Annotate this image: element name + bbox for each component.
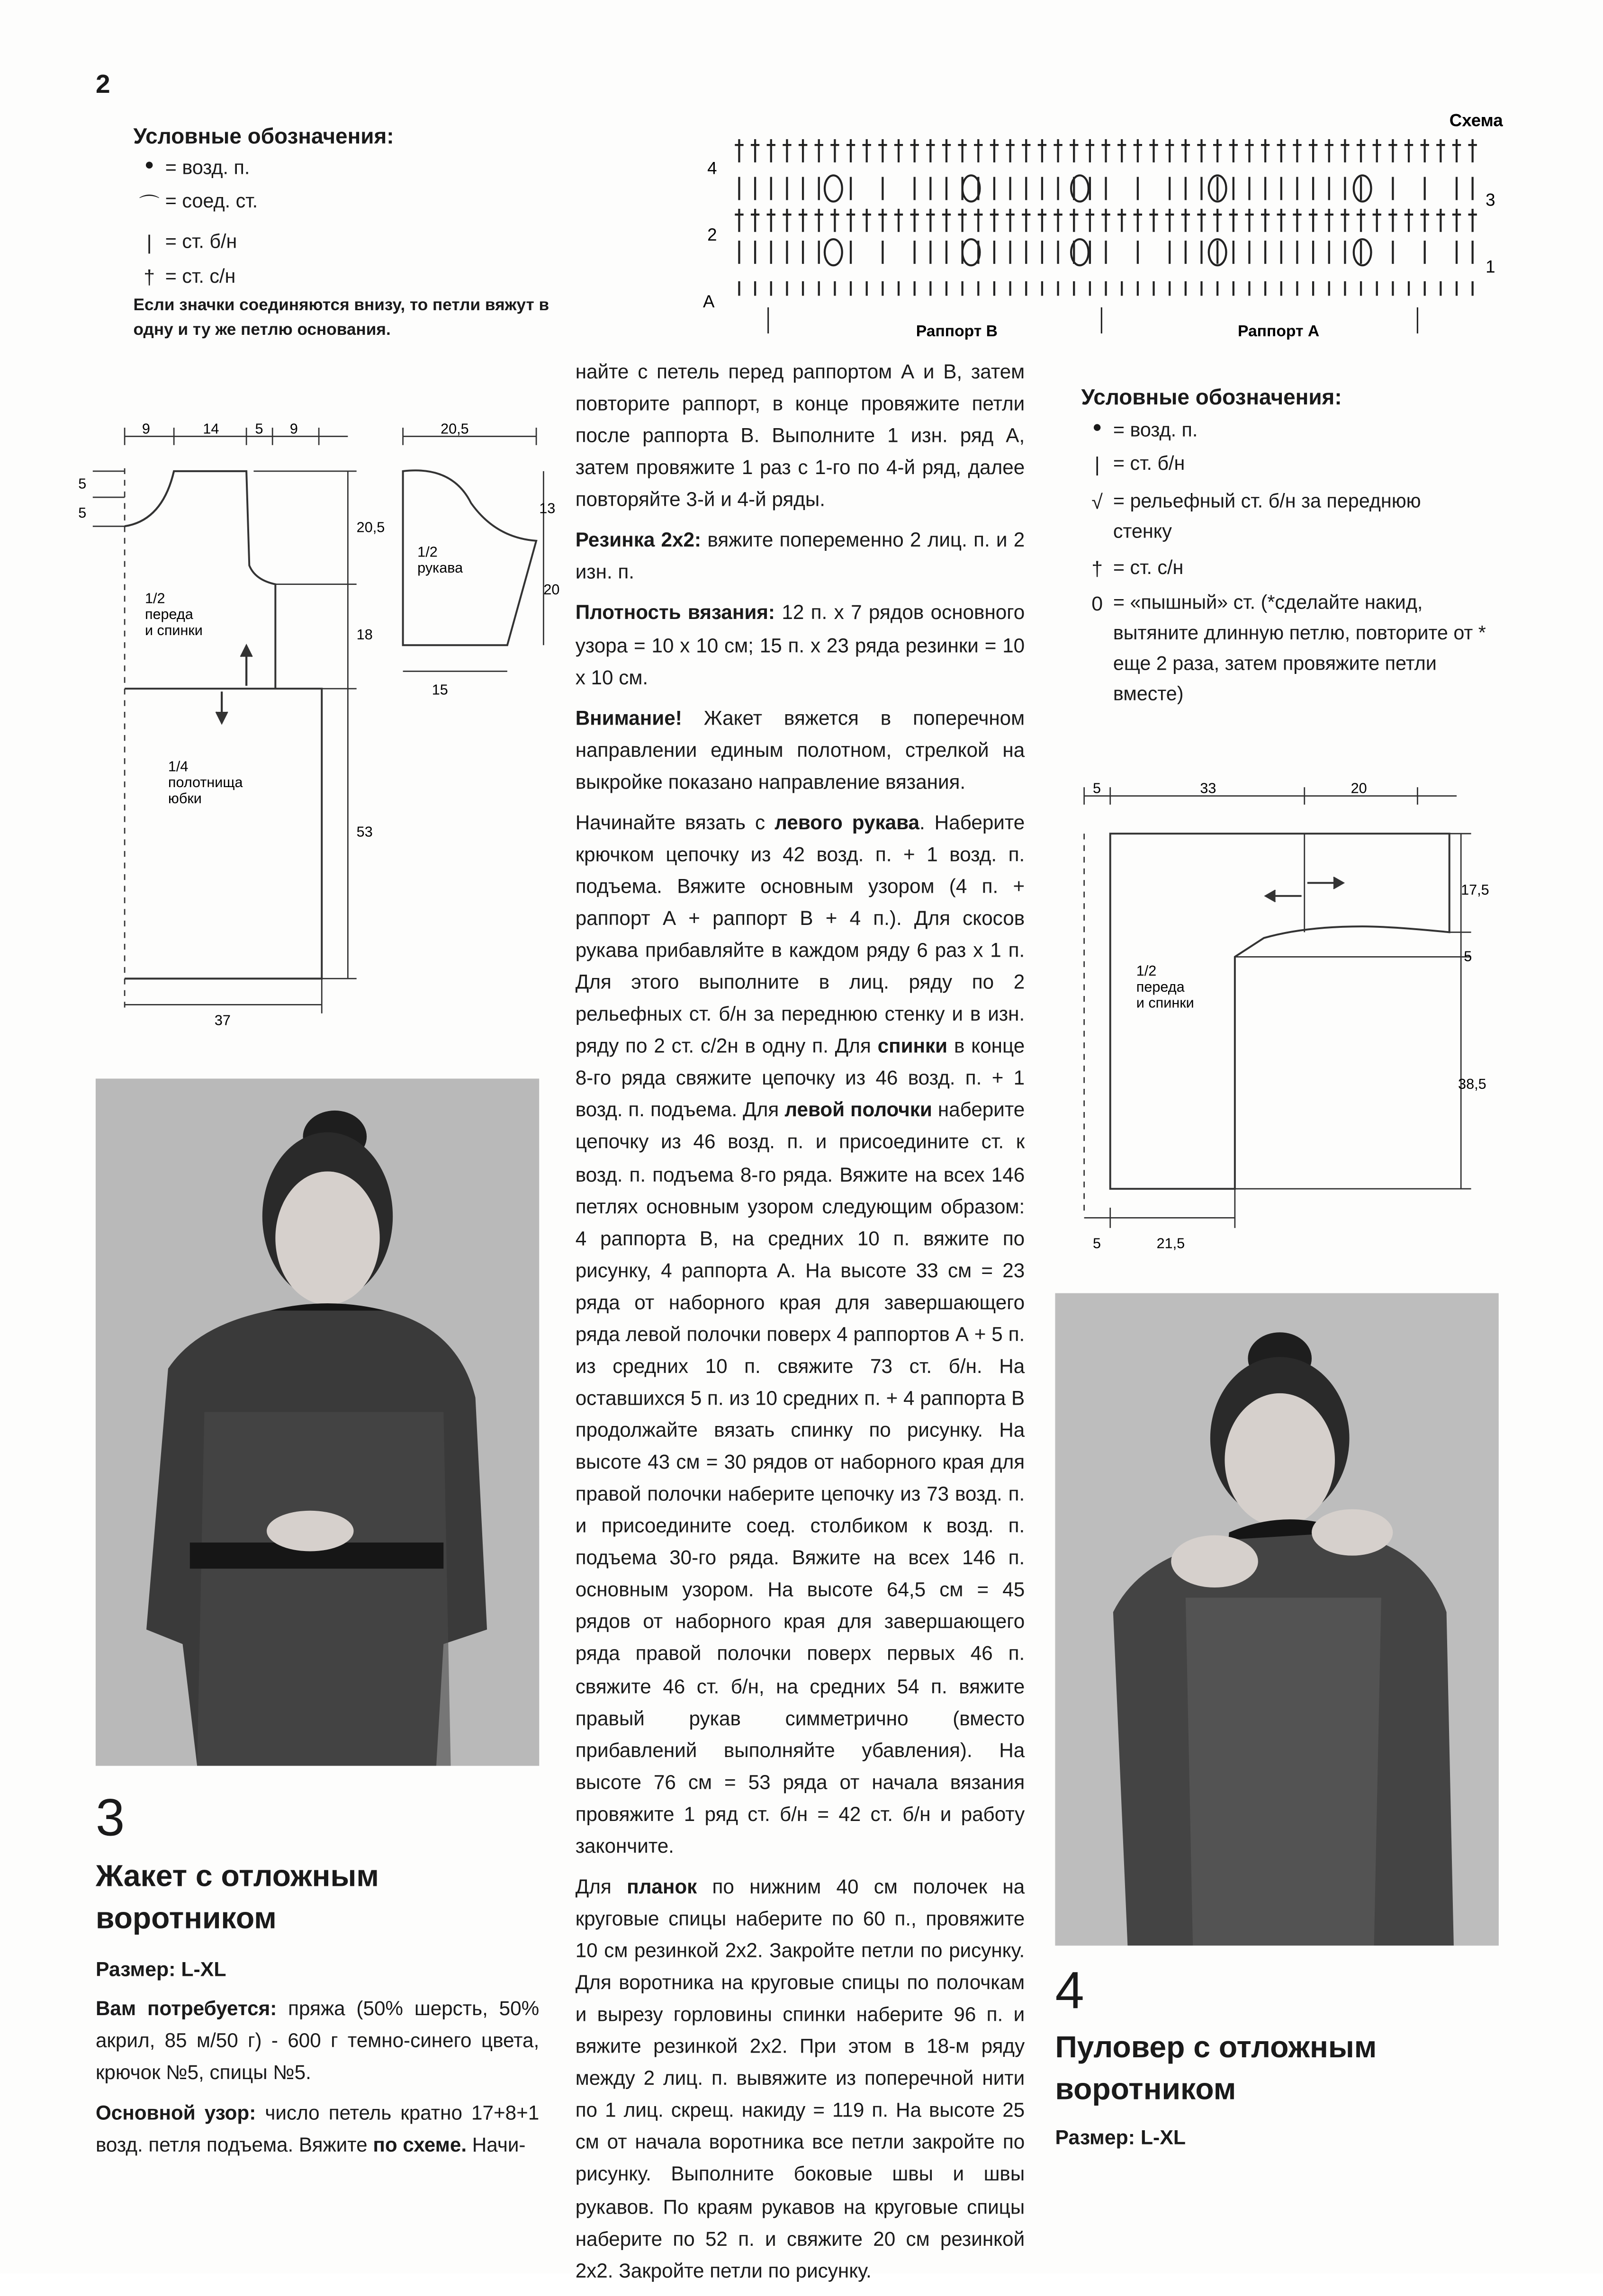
dim-top-2: 14 (203, 421, 219, 437)
photo-jacket (96, 1079, 539, 1766)
legend-left-item-label: = ст. с/н (165, 265, 236, 287)
dim-bottom-2: 21,5 (1156, 1235, 1185, 1252)
page-number: 2 (95, 69, 110, 99)
dim-right-1: 17,5 (1461, 881, 1489, 898)
slip-stitch-icon: ⌒ (139, 193, 160, 216)
skirt-label-2: полотнища (168, 774, 243, 791)
item4-title-line1: Пуловер с отложным (1055, 2031, 1377, 2065)
legend-right-item (1081, 588, 1502, 709)
puff-stitch-icon: 0 (1091, 591, 1103, 615)
item3-pattern-end: Начи- (467, 2134, 526, 2156)
legend-right-item-label: = возд. п. (1113, 419, 1198, 441)
dim-left-2: 5 (78, 504, 87, 521)
dim-top-4: 9 (289, 421, 298, 437)
instructions-column (576, 357, 1025, 2296)
gauge-text: 12 п. х 7 рядов основного узора = 10 х 10 см; 15 п. х 23 ряда резинки = 10 х 10 см. (575, 602, 1025, 688)
dim-top-1: 5 (1093, 780, 1101, 797)
front-label-3: и спинки (144, 622, 203, 638)
instructions-text: Для (575, 1875, 627, 1898)
attention-label: Внимание! (575, 707, 682, 729)
instructions-text: в конце 8-го ряда свяжите цепочку из 46 возд. п. + 1 возд. п. подъема. Для (575, 1035, 1025, 1121)
dim-left-1: 5 (78, 475, 87, 492)
p2-label-2: переда (1136, 978, 1185, 995)
instructions-text: наберите цепочку из 46 возд. п. и присоедините ст. к возд. п. подъема 8-го ряда. Вяжите на всех 146 петлях основным узором следующим образом: 4 раппорта В, на средних 10 п. вяжите по рисунку, 4 раппорта А. На высоте 33 см = 23 ряда от наборного края для завершающего ряда левой полочки поверх 4 раппортов А + 5 п. из средних 10 п. свяжите 73 ст. б/н. На оставшихся 5 п. из 10 средних п. + 4 раппорта В продолжайте вязать спинку по рисунку. На высоте 43 см = 30 рядов от наборного края для правой полочки наберите цепочку из 73 возд. п. и присоедините соед. столбиком к возд. п. подъема 30-го ряда. Вяжите на всех 146 п. основным узором. На высоте 64,5 см = 45 рядов от наборного края для завершающего ряда правой полочки поверх первых 46 п. свяжите 46 ст. б/н, на средних 54 п. вяжите правый рукав симметрично (вместо прибавлений выполняйте убавления). На высоте 76 см = 53 ряда от начала вязания провяжите 1 ряд ст. б/н = 42 ст. б/н и работу закончите. (575, 1099, 1025, 1857)
legend-right-item (1081, 556, 1516, 580)
rapport-b-label: Раппорт В (916, 323, 998, 341)
dim-top-2: 33 (1200, 780, 1216, 797)
legend-right-title: Условные обозначения: (1081, 386, 1342, 411)
legend-right-item-label: = ст. с/н (1113, 556, 1184, 578)
item3-pattern-link: по схеме. (373, 2134, 467, 2156)
legend-right-item-label: = ст. б/н (1113, 452, 1185, 475)
legend-right-item-label: = рельефный ст. б/н за переднюю стенку (1113, 490, 1421, 542)
legend-left-item-chain (133, 157, 568, 179)
crochet-schema (696, 104, 1507, 343)
sleeve-dim-top: 20,5 (441, 421, 469, 437)
instructions-text: Начинайте вязать с (575, 811, 775, 834)
legend-left-item-label: = возд. п. (165, 156, 250, 179)
sleeve-dim-right-2: 20 (543, 582, 560, 598)
dim-bottom-1: 5 (1093, 1235, 1101, 1252)
legend-left-note: Если значки соединяются внизу, то петли вяжут в одну и ту же петлю основания. (133, 297, 549, 339)
schema-puff-mark (963, 175, 980, 201)
dim-bottom: 37 (214, 1012, 231, 1029)
attention-text: Жакет вяжется в поперечном направлении единым полотном, стрелкой на выкройке показано направление вязания. (575, 707, 1025, 793)
instructions-bold: планок (627, 1875, 697, 1898)
row-label-3: 3 (1486, 190, 1495, 210)
legend-left-title: Условные обозначения: (133, 125, 394, 150)
skirt-label-1: 1/4 (168, 758, 189, 775)
legend-left-item-sc (133, 231, 568, 254)
schema-puff-mark (963, 239, 980, 265)
dim-right-1: 20,5 (356, 519, 385, 536)
instructions-bold: спинки (877, 1035, 948, 1058)
rapport-a-label: Раппорт А (1237, 323, 1320, 341)
item3-title-line2: воротником (95, 1902, 277, 1936)
p2-label-3: и спинки (1136, 995, 1194, 1011)
sleeve-dim-right-1: 13 (539, 500, 556, 517)
p2-label-1: 1/2 (1136, 963, 1157, 979)
dim-right-3: 38,5 (1458, 1076, 1486, 1092)
item4-number: 4 (1055, 1960, 1084, 2020)
legend-right-item (1081, 419, 1516, 441)
sleeve-label-1: 1/2 (417, 544, 438, 560)
schema-puff-mark (1354, 239, 1371, 265)
row-label-1: 1 (1486, 257, 1495, 277)
front-label-1: 1/2 (144, 590, 165, 607)
gauge-label: Плотность вязания: (575, 602, 775, 624)
row-label-4: 4 (707, 158, 717, 178)
legend-left-item-label: = ст. б/н (165, 230, 237, 252)
sleeve-dim-bottom: 15 (432, 682, 448, 698)
photo-pullover (1055, 1293, 1498, 1946)
pattern-diagram-pullover (1072, 776, 1507, 1254)
item3-title-line1: Жакет с отложным (95, 1860, 379, 1893)
double-crochet-icon: † (144, 265, 155, 289)
item3-pattern-text: число петель кратно 17+8+1 возд. петля подъема. Вяжите (95, 2102, 540, 2156)
chain-stitch-icon: ● (1092, 419, 1102, 437)
sleeve-label-2: рукава (417, 560, 463, 576)
item3-pattern-label: Основной узор: (95, 2102, 256, 2125)
legend-right-item (1081, 487, 1459, 548)
chain-stitch-icon: ● (144, 156, 154, 174)
legend-right-item-label: = «пышный» ст. (*сделайте накид, вытяните длинную петлю, повторите от * еще 2 раза, затем провяжите петли вместе) (1113, 591, 1486, 704)
dim-top-3: 20 (1351, 780, 1367, 797)
schema-puff-mark (825, 175, 842, 201)
item3-need-text: пряжа (50% шерсть, 50% акрил, 85 м/50 г) - 600 г темно-синего цвета, крючок №5, спицы №5. (95, 1998, 540, 2084)
item4-title-line2: воротником (1055, 2073, 1236, 2108)
legend-left (133, 125, 568, 342)
legend-left-item-label: = соед. ст. (165, 190, 258, 212)
legend-right-item (1081, 452, 1516, 475)
rib-label: Резинка 2х2: (575, 529, 702, 552)
dim-right-2: 5 (1464, 948, 1472, 965)
rib-text: вяжите попеременно 2 лиц. п. и 2 изн. п. (575, 529, 1025, 583)
item4-title (1055, 2027, 1377, 2112)
instructions-text: по нижним 40 см полочек на круговые спицы наберите по 60 п., провяжите 10 см резинкой 2х2. Закройте петли по рисунку. Для воротника на круговые спицы по полочкам и вырезу горловины спинки наберите 96 п. и вяжите резинкой 2х2. При этом в 18-м ряду между 2 лиц. п. вывяжите из поперечной нити по 1 лиц. скрещ. накиду = 119 п. На высоте 25 см от начала воротника все петли закройте по рисунку. Выполните боковые швы и швы рукавов. По краям рукавов на круговые спицы наберите по 52 п. и свяжите 20 см резинкой 2х2. Закройте петли по рисунку. (575, 1875, 1025, 2282)
pattern-diagram-jacket (72, 413, 565, 1036)
instructions-paragraph: найте с петель перед раппортом А и В, затем повторите раппорт, в конце провяжите петли после раппорта В. Выполните 1 изн. ряд А, затем провяжите 1 раз с 1-го по 4-й ряд, далее повторяйте 3-й и 4-й ряды. (575, 361, 1025, 511)
item3-number: 3 (95, 1787, 125, 1847)
schema-puff-mark (1354, 175, 1371, 201)
dim-right-2: 18 (356, 626, 373, 643)
dim-top-1: 9 (142, 421, 150, 437)
legend-left-item-slip (133, 190, 568, 219)
schema-title: Схема (1449, 110, 1503, 130)
dim-top-3: 5 (255, 421, 263, 437)
instructions-bold: левой полочки (784, 1099, 932, 1121)
relief-stitch-icon: √ (1091, 490, 1103, 513)
single-crochet-icon: | (146, 230, 152, 254)
front-label-2: переда (144, 606, 193, 623)
item4-size: Размер: L-XL (1055, 2125, 1186, 2149)
legend-right (1081, 386, 1516, 709)
item3-need-label: Вам потребуется: (95, 1998, 277, 2020)
instructions-text: . Наберите крючком цепочку из 42 возд. п. + 1 возд. п. подъема. Вяжите основным узором (4 п. + раппорт А + раппорт В + 4 п.). Для скосов рукава прибавляйте в каждом ряду 6 раз х 1 п. Для этого выполните в лиц. ряду по 2 рельефных ст. б/н за переднюю стенку и в изн. ряду по 2 ст. с/2н в одну п. Для (575, 811, 1025, 1058)
row-label-2: 2 (707, 225, 717, 245)
dim-right-3: 53 (356, 824, 373, 840)
legend-left-item-dc (133, 265, 568, 288)
instructions-bold: левого рукава (774, 811, 919, 834)
item3-materials (96, 1993, 539, 2170)
schema-puff-mark (825, 239, 842, 265)
item3-title (96, 1856, 379, 1941)
skirt-label-3: юбки (168, 790, 202, 807)
row-label-a: A (702, 291, 715, 311)
item3-size: Размер: L-XL (95, 1957, 226, 1981)
single-crochet-icon: | (1094, 452, 1100, 476)
double-crochet-icon: † (1091, 556, 1103, 580)
